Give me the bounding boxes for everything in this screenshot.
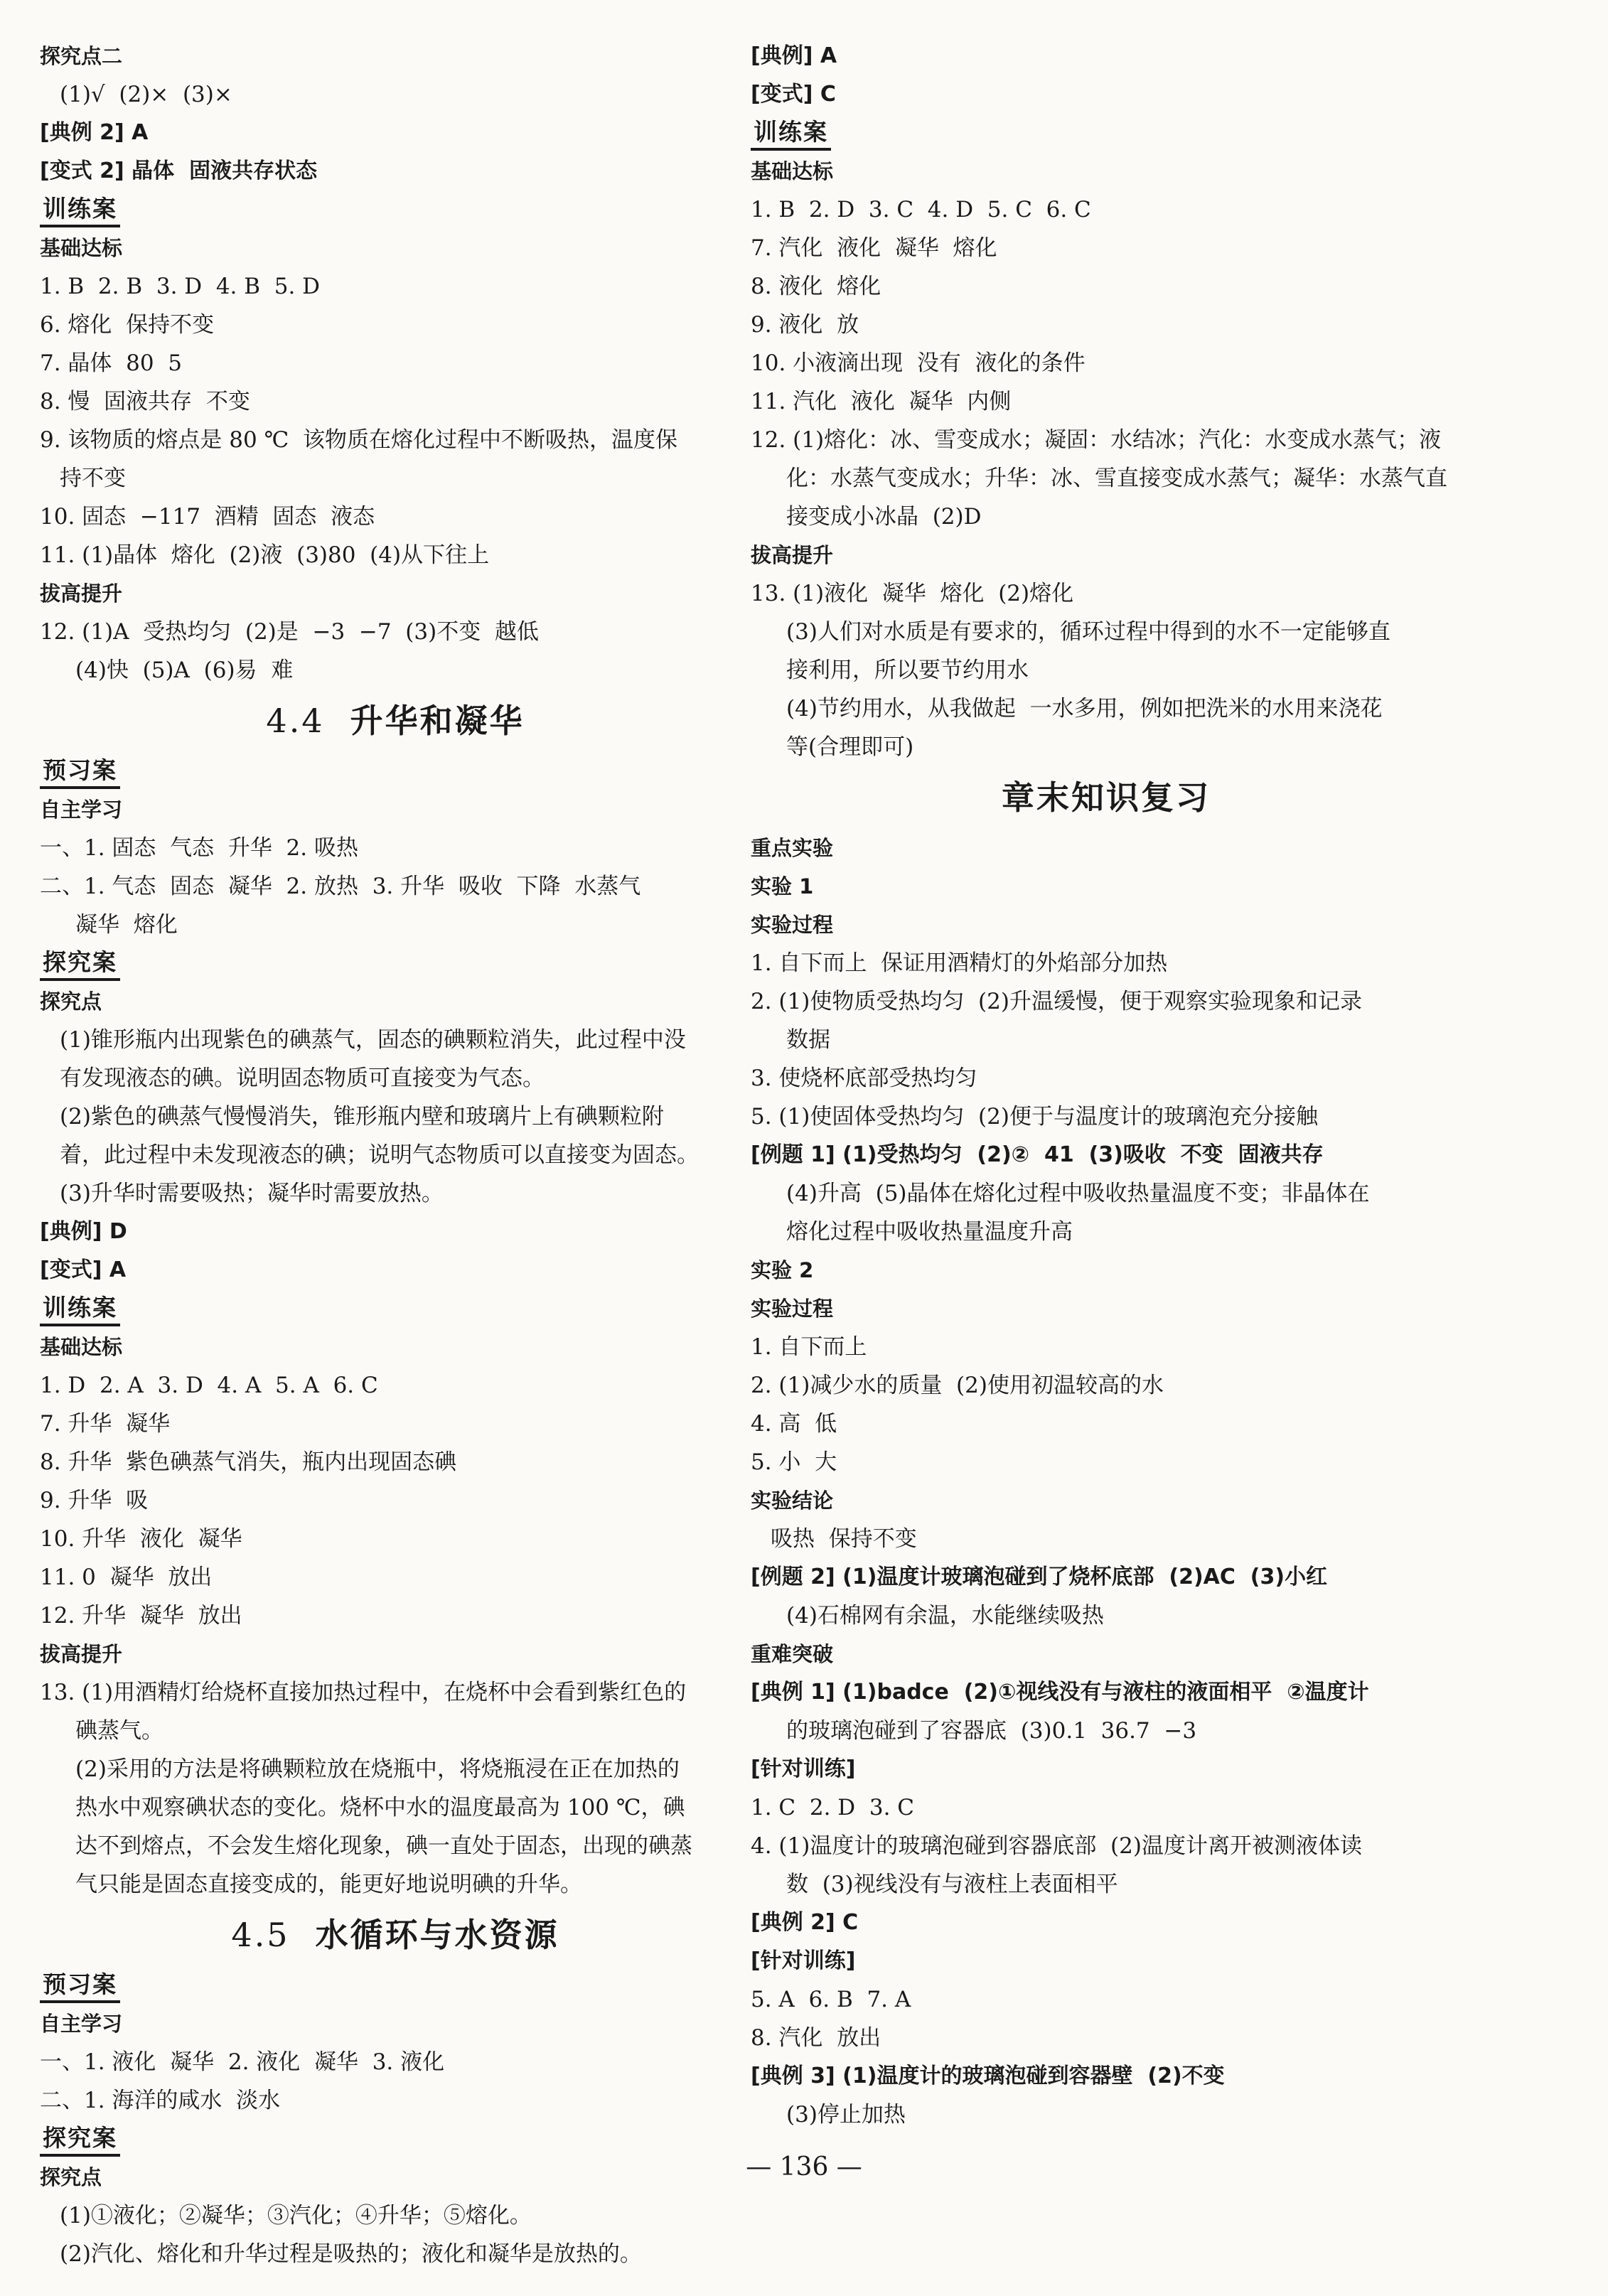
answer-line: 热水中观察碘状态的变化。烧杯中水的温度最高为 100 ℃，碘 [75, 1795, 685, 1820]
answer-line: (1)锥形瓶内出现紫色的碘蒸气，固态的碘颗粒消失，此过程中没 [60, 1027, 686, 1053]
answer-line: (2)采用的方法是将碘颗粒放在烧瓶中，将烧瓶浸在正在加热的 [75, 1756, 680, 1782]
answer-line: 吸热 保持不变 [771, 1526, 917, 1552]
subheading: 实验结论 [751, 1488, 834, 1513]
answer-line: 10. 小液滴出现 没有 液化的条件 [751, 350, 1086, 376]
section-tab-label: 探究案 [40, 947, 120, 981]
subheading: 拔高提升 [751, 543, 834, 567]
answer-line: 12. (1)A 受热均匀 (2)是 −3 −7 (3)不变 越低 [40, 619, 539, 645]
subheading: 探究点 [40, 2165, 102, 2189]
example-line: [典例] A [751, 43, 837, 68]
answer-line: 碘蒸气。 [75, 1718, 164, 1744]
answer-line: 2. (1)使物质受热均匀 (2)升温缓慢，便于观察实验现象和记录 [751, 989, 1362, 1014]
answer-line: (4)节约用水，从我做起 一水多用，例如把洗米的水用来浇花 [786, 696, 1383, 721]
answer-line: 4. (1)温度计的玻璃泡碰到容器底部 (2)温度计离开被测液体读 [751, 1833, 1362, 1859]
answer-line: 有发现液态的碘。说明固态物质可直接变为气态。 [60, 1066, 545, 1091]
example-line: [例题 1] (1)受热均匀 (2)② 41 (3)吸收 不变 固液共存 [751, 1142, 1324, 1167]
subheading: 探究点二 [40, 44, 123, 68]
answer-line: 5. A 6. B 7. A [751, 1987, 911, 2012]
answer-line: 着，此过程中未发现液态的碘；说明气态物质可以直接变为固态。 [60, 1142, 699, 1168]
answer-line: (1)①液化；②凝华；③汽化；④升华；⑤熔化。 [60, 2203, 532, 2228]
section-tab [40, 944, 751, 982]
answer-line: 8. 汽化 放出 [751, 2025, 881, 2051]
example-line: [例题 2] (1)温度计玻璃泡碰到了烧杯底部 (2)AC (3)小红 [751, 1565, 1328, 1589]
section-title: 水循环与水资源 [315, 1916, 559, 1954]
answer-line: 等(合理即可) [786, 734, 914, 760]
answer-line: 9. 该物质的熔点是 80 ℃ 该物质在熔化过程中不断吸热，温度保 [40, 427, 677, 453]
left-column [40, 37, 751, 2273]
answer-line: 气只能是固态直接变成的，能更好地说明碘的升华。 [75, 1872, 582, 1897]
answer-line: 10. 升华 液化 凝华 [40, 1526, 242, 1552]
section-tab [40, 191, 751, 229]
answer-line: 一、1. 液化 凝华 2. 液化 凝华 3. 液化 [40, 2049, 445, 2075]
example-line: [变式] C [751, 82, 836, 107]
example-line: [针对训练] [751, 1756, 856, 1781]
subheading: 实验 1 [751, 874, 814, 898]
answer-line: 7. 汽化 液化 凝华 熔化 [751, 235, 997, 261]
answer-line: 11. (1)晶体 熔化 (2)液 (3)80 (4)从下往上 [40, 542, 490, 568]
subheading: 基础达标 [751, 159, 834, 183]
answer-line: 1. C 2. D 3. C [751, 1795, 915, 1820]
answer-line: 7. 晶体 80 5 [40, 350, 183, 376]
answer-line: (2)紫色的碘蒸气慢慢消失，锥形瓶内壁和玻璃片上有碘颗粒附 [60, 1104, 664, 1130]
answer-line: 二、1. 气态 固态 凝华 2. 放热 3. 升华 吸收 下降 水蒸气 [40, 874, 641, 899]
section-tab-label: 预习案 [40, 755, 120, 789]
answer-line: 数据 [786, 1027, 830, 1053]
section-heading [751, 766, 1462, 829]
answer-line: 接变成小冰晶 (2)D [786, 504, 982, 530]
example-line: [典例 2] A [40, 120, 149, 145]
answer-line: 持不变 [60, 466, 126, 491]
answer-line: (4)快 (5)A (6)易 难 [75, 658, 294, 683]
answer-line: 1. 自下而上 [751, 1334, 867, 1360]
answer-line: 13. (1)用酒精灯给烧杯直接加热过程中，在烧杯中会看到紫红色的 [40, 1680, 687, 1705]
answer-line: 3. 使烧杯底部受热均匀 [751, 1066, 977, 1091]
section-title: 章末知识复习 [1002, 778, 1211, 817]
answer-line: 6. 熔化 保持不变 [40, 312, 215, 338]
example-line: [典例] D [40, 1219, 127, 1244]
answer-line: 8. 慢 固液共存 不变 [40, 389, 250, 414]
answer-line: 9. 升华 吸 [40, 1488, 149, 1513]
answer-line: 5. 小 大 [751, 1449, 837, 1475]
section-tab [40, 752, 751, 790]
section-tab-label: 训练案 [40, 193, 120, 227]
answer-line: 凝华 熔化 [75, 912, 178, 938]
answer-line: 化：水蒸气变成水；升华：冰、雪直接变成水蒸气；凝华：水蒸气直 [786, 466, 1447, 491]
answer-line: 8. 液化 熔化 [751, 274, 881, 299]
answer-line: (1)√ (2)× (3)× [60, 82, 232, 107]
section-heading [40, 690, 751, 752]
answer-line: 12. 升华 凝华 放出 [40, 1603, 242, 1629]
answer-line: 8. 升华 紫色碘蒸气消失，瓶内出现固态碘 [40, 1449, 457, 1475]
answer-line: 1. 自下而上 保证用酒精灯的外焰部分加热 [751, 950, 1168, 976]
section-tab-label: 训练案 [40, 1292, 120, 1326]
subheading: 实验过程 [751, 1297, 834, 1321]
page-number: — 136 — [746, 2152, 862, 2182]
subheading: 拔高提升 [40, 1642, 123, 1666]
subheading: 实验过程 [751, 913, 834, 937]
subheading: 自主学习 [40, 2012, 123, 2036]
answer-line: 11. 0 凝华 放出 [40, 1565, 213, 1590]
subheading: 重难突破 [751, 1642, 834, 1666]
answer-line: 13. (1)液化 凝华 熔化 (2)熔化 [751, 581, 1074, 606]
example-line: [针对训练] [751, 1948, 856, 1973]
answer-line: 10. 固态 −117 酒精 固态 液态 [40, 504, 375, 530]
section-number: 4.4 [266, 702, 325, 740]
answer-line: 一、1. 固态 气态 升华 2. 吸热 [40, 835, 358, 861]
answer-line: (3)人们对水质是有要求的，循环过程中得到的水不一定能够直 [786, 619, 1390, 645]
right-column [751, 37, 1462, 2134]
answer-line: 达不到熔点，不会发生熔化现象，碘一直处于固态，出现的碘蒸 [75, 1833, 692, 1859]
section-tab-label: 训练案 [751, 117, 831, 151]
example-line: [变式] A [40, 1257, 127, 1282]
answer-line: 5. (1)使固体受热均匀 (2)便于与温度计的玻璃泡充分接触 [751, 1104, 1318, 1130]
section-tab-label: 预习案 [40, 1969, 120, 2003]
section-tab [751, 114, 1462, 152]
answer-line: 1. D 2. A 3. D 4. A 5. A 6. C [40, 1373, 378, 1398]
answer-line: (3)停止加热 [786, 2102, 906, 2128]
answer-line: (2)汽化、熔化和升华过程是吸热的；液化和凝华是放热的。 [60, 2241, 642, 2267]
answer-line: 的玻璃泡碰到了容器底 (3)0.1 36.7 −3 [786, 1718, 1197, 1744]
subheading: 重点实验 [751, 836, 834, 860]
answer-line: 熔化过程中吸收热量温度升高 [786, 1219, 1073, 1245]
subheading: 拔高提升 [40, 581, 123, 606]
answer-line: 11. 汽化 液化 凝华 内侧 [751, 389, 1012, 414]
example-line: [典例 2] C [751, 1910, 859, 1935]
section-tab-label: 探究案 [40, 2123, 120, 2157]
subheading: 实验 2 [751, 1258, 814, 1282]
subheading: 基础达标 [40, 1335, 123, 1359]
section-number: 4.5 [231, 1916, 290, 1954]
answer-line: 7. 升华 凝华 [40, 1411, 171, 1437]
answer-line: 12. (1)熔化：冰、雪变成水；凝固：水结冰；汽化：水变成水蒸气；液 [751, 427, 1442, 453]
answer-line: (4)升高 (5)晶体在熔化过程中吸收热量温度不变；非晶体在 [786, 1181, 1370, 1206]
section-tab [40, 1289, 751, 1328]
section-title: 升华和凝华 [350, 702, 525, 740]
answer-line: 4. 高 低 [751, 1411, 837, 1437]
answer-line: (3)升华时需要吸热；凝华时需要放热。 [60, 1181, 444, 1206]
example-line: [典例 1] (1)badce (2)①视线没有与液柱的液面相平 ②温度计 [751, 1680, 1369, 1705]
answer-line: 数 (3)视线没有与液柱上表面相平 [786, 1872, 1118, 1897]
answer-line: (4)石棉网有余温，水能继续吸热 [786, 1603, 1104, 1629]
section-heading [40, 1904, 751, 1966]
answer-line: 2. (1)减少水的质量 (2)使用初温较高的水 [751, 1373, 1164, 1398]
answer-line: 二、1. 海洋的咸水 淡水 [40, 2088, 281, 2113]
subheading: 探究点 [40, 989, 102, 1014]
example-line: [变式 2] 晶体 固液共存状态 [40, 159, 318, 183]
section-tab [40, 1966, 751, 2005]
subheading: 基础达标 [40, 236, 123, 260]
answer-line: 1. B 2. B 3. D 4. B 5. D [40, 274, 321, 299]
answer-line: 1. B 2. D 3. C 4. D 5. C 6. C [751, 197, 1091, 222]
subheading: 自主学习 [40, 798, 123, 822]
answer-line: 接利用，所以要节约用水 [786, 658, 1029, 683]
answer-line: 9. 液化 放 [751, 312, 859, 338]
example-line: [典例 3] (1)温度计的玻璃泡碰到容器壁 (2)不变 [751, 2064, 1225, 2088]
